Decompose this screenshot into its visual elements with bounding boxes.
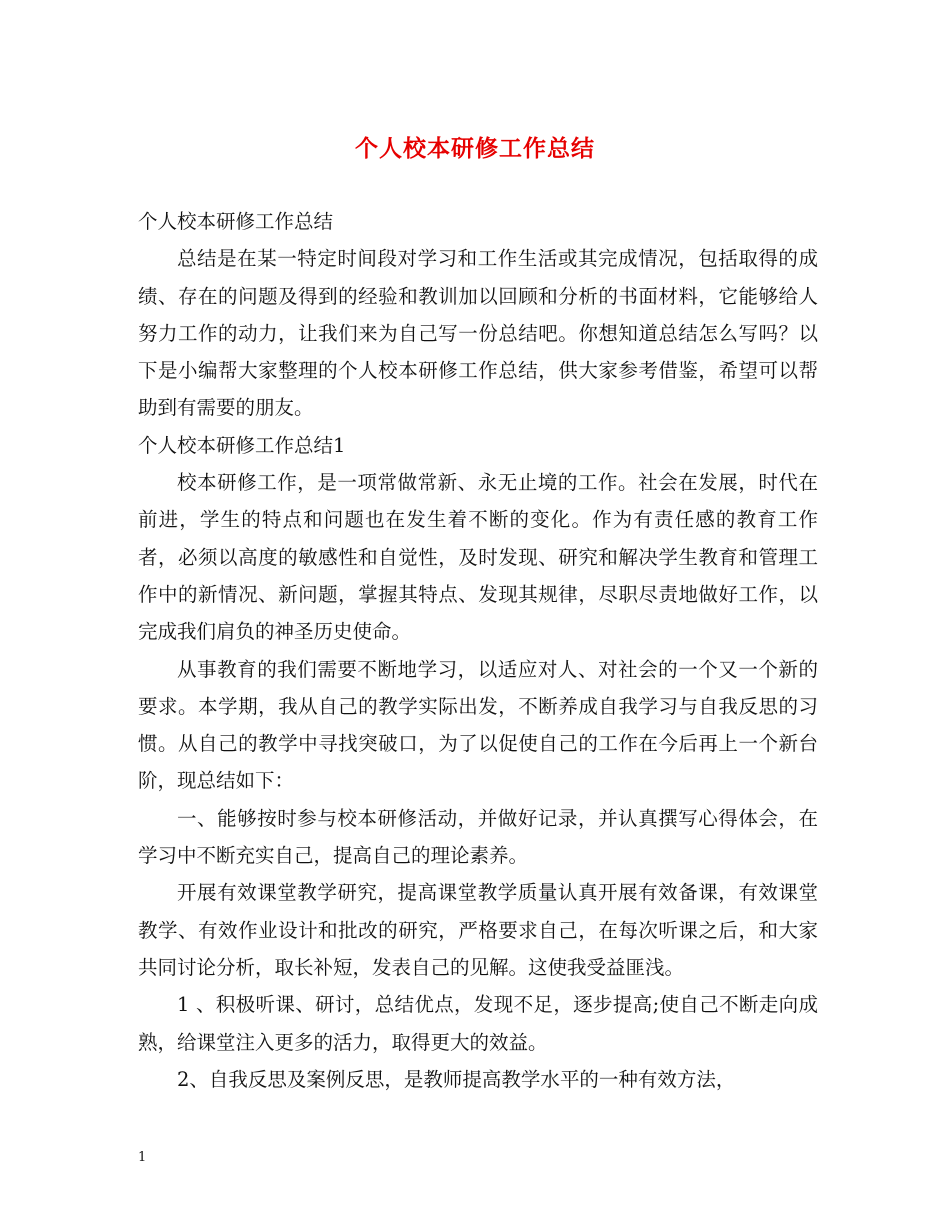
- document-title: 个人校本研修工作总结: [355, 135, 595, 162]
- page-number: 1: [138, 1150, 147, 1165]
- paragraph: 1 、积极听课、研讨，总结优点，发现不足，逐步提高;使自己不断走向成熟，给课堂注入更多的活力，取得更大的效益。: [138, 993, 818, 1054]
- paragraph: 校本研修工作，是一项常做常新、永无止境的工作。社会在发展，时代在前进，学生的特点和问题也在发生着不断的变化。作为有责任感的教育工作者，必须以高度的敏感性和自觉性，及时发现、研究和解决学生教育和管理工作中的新情况、新问题，掌握其特点、发现其规律，尽职尽责地做好工作，以完成我们肩负的神圣历史使命。: [138, 471, 818, 644]
- paragraph: 个人校本研修工作总结: [138, 210, 334, 233]
- paragraph: 2、自我反思及案例反思，是教师提高教学水平的一种有效方法，: [177, 1067, 736, 1091]
- paragraph: 总结是在某一特定时间段对学习和工作生活或其完成情况，包括取得的成绩、存在的问题及得到的经验和教训加以回顾和分析的书面材料，它能够给人努力工作的动力，让我们来为自己写一份总结吧。你想知道总结怎么写吗？以下是小编帮大家整理的个人校本研修工作总结，供大家参考借鉴，希望可以帮助到有需要的朋友。: [138, 247, 818, 420]
- paragraph: 开展有效课堂教学研究，提高课堂教学质量认真开展有效备课，有效课堂教学、有效作业设计和批改的研究，严格要求自己，在每次听课之后，和大家共同讨论分析，取长补短，发表自己的见解。这使我受益匪浅。: [138, 881, 818, 979]
- document-body: [138, 203, 818, 1098]
- paragraph: 一、能够按时参与校本研修活动，并做好记录，并认真撰写心得体会，在学习中不断充实自己，提高自己的理论素养。: [138, 806, 818, 868]
- paragraph: 从事教育的我们需要不断地学习，以适应对人、对社会的一个又一个新的要求。本学期，我从自己的教学实际出发，不断养成自我学习与自我反思的习惯。从自己的教学中寻找突破口，为了以促使自己的工作在今后再上一个新台阶，现总结如下：: [138, 657, 818, 793]
- paragraph: 个人校本研修工作总结1: [138, 433, 346, 457]
